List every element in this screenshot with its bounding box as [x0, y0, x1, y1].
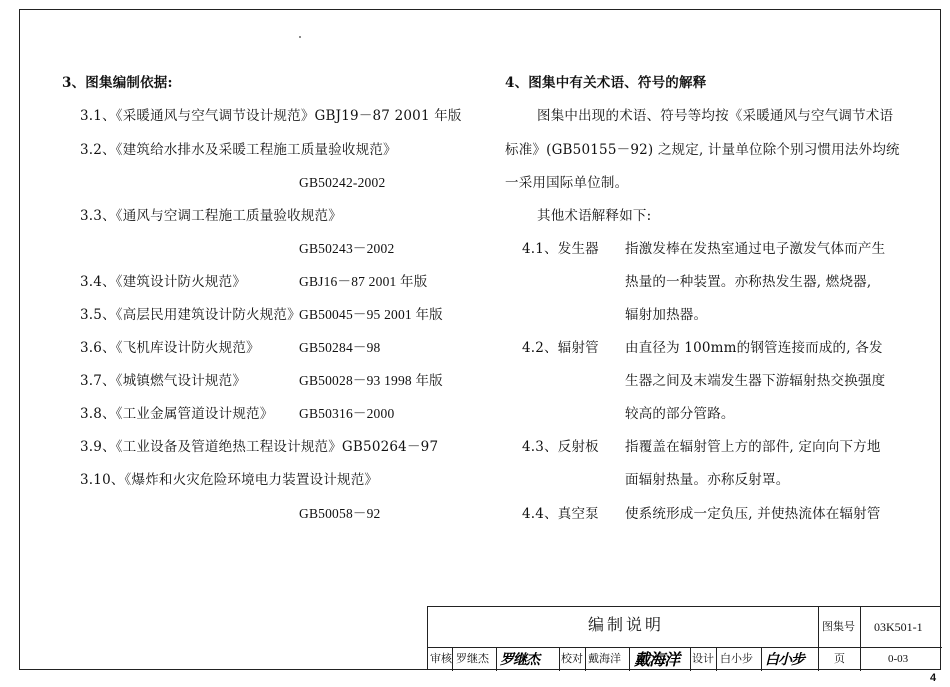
design-name: 白小步 [720, 652, 753, 665]
ref-name: 3.5、《高层民用建筑设计防火规范》 [80, 307, 301, 323]
review-name: 罗继杰 [456, 652, 489, 665]
review-signature: 罗继杰 [500, 652, 539, 668]
scan-speck [299, 36, 301, 38]
page-label: 页 [834, 652, 845, 665]
ref-item: 3.9、《工业设备及管道绝热工程设计规范》GB50264－97 [80, 439, 439, 455]
ref-code: GB50284－98 [299, 340, 381, 355]
ref-code: GB50316－2000 [299, 406, 395, 421]
term-label: 4.4、真空泵 [522, 506, 599, 522]
term-def: 热量的一种装置。亦称热发生器, 燃烧器, [625, 274, 872, 290]
term-def: 使系统形成一定负压, 并使热流体在辐射管 [625, 506, 881, 522]
atlas-no-label: 图集号 [822, 620, 855, 633]
page-number: 4 [930, 672, 937, 684]
atlas-no: 03K501-1 [874, 620, 923, 634]
ref-item: 3.10、《爆炸和火灾危险环境电力装置设计规范》 [80, 472, 379, 488]
review-label: 审核 [430, 652, 452, 665]
term-def: 指覆盖在辐射管上方的部件, 定向向下方地 [625, 439, 881, 455]
intro-line: 图集中出现的术语、符号等均按《采暖通风与空气调节术语 [537, 108, 894, 124]
title-block [427, 606, 941, 670]
ref-name: 3.8、《工业金属管道设计规范》 [80, 406, 274, 422]
term-label: 4.1、发生器 [522, 241, 599, 257]
check-signature: 戴海洋 [634, 650, 680, 669]
check-name: 戴海洋 [588, 652, 621, 665]
ref-code: GB50058－92 [299, 506, 381, 521]
ref-item: 3.2、《建筑给水排水及采暖工程施工质量验收规范》 [80, 142, 397, 158]
design-signature: 白小步 [765, 652, 804, 668]
term-label: 4.2、辐射管 [522, 340, 599, 356]
ref-name: 3.4、《建筑设计防火规范》 [80, 274, 247, 290]
ref-item: 3.1、《采暖通风与空气调节设计规范》GBJ19－87 2001 年版 [80, 108, 462, 124]
ref-name: 3.7、《城镇燃气设计规范》 [80, 373, 247, 389]
intro-line: 标准》(GB50155－92) 之规定, 计量单位除个别习惯用法外均统 [505, 142, 900, 158]
ref-item: 3.3、《通风与空调工程施工质量验收规范》 [80, 208, 342, 224]
page-no: 0-03 [888, 653, 909, 665]
term-label: 4.3、反射板 [522, 439, 599, 455]
ref-code: GB50028－93 1998 年版 [299, 373, 443, 388]
ref-code: GB50045－95 2001 年版 [299, 307, 443, 322]
ref-code: GB50242-2002 [299, 175, 386, 190]
left-heading: 3、图集编制依据: [62, 75, 173, 91]
check-label: 校对 [561, 652, 583, 665]
term-def: 生器之间及末端发生器下游辐射热交换强度 [625, 373, 886, 389]
design-label: 设计 [692, 652, 714, 665]
other-terms-label: 其他术语解释如下: [537, 208, 652, 224]
right-heading: 4、图集中有关术语、符号的解释 [505, 75, 707, 91]
term-def: 指激发棒在发热室通过电子激发气体而产生 [625, 241, 886, 257]
term-def: 较高的部分管路。 [625, 406, 735, 422]
ref-name: 3.6、《飞机库设计防火规范》 [80, 340, 260, 356]
sheet-title: 编制说明 [588, 615, 665, 634]
ref-code: GBJ16－87 2001 年版 [299, 274, 428, 289]
term-def: 面辐射热量。亦称反射罩。 [625, 472, 790, 488]
term-def: 由直径为 100mm的钢管连接而成的, 各发 [625, 340, 883, 356]
term-def: 辐射加热器。 [625, 307, 708, 323]
intro-line: 一采用国际单位制。 [505, 175, 629, 191]
ref-code: GB50243－2002 [299, 241, 395, 256]
